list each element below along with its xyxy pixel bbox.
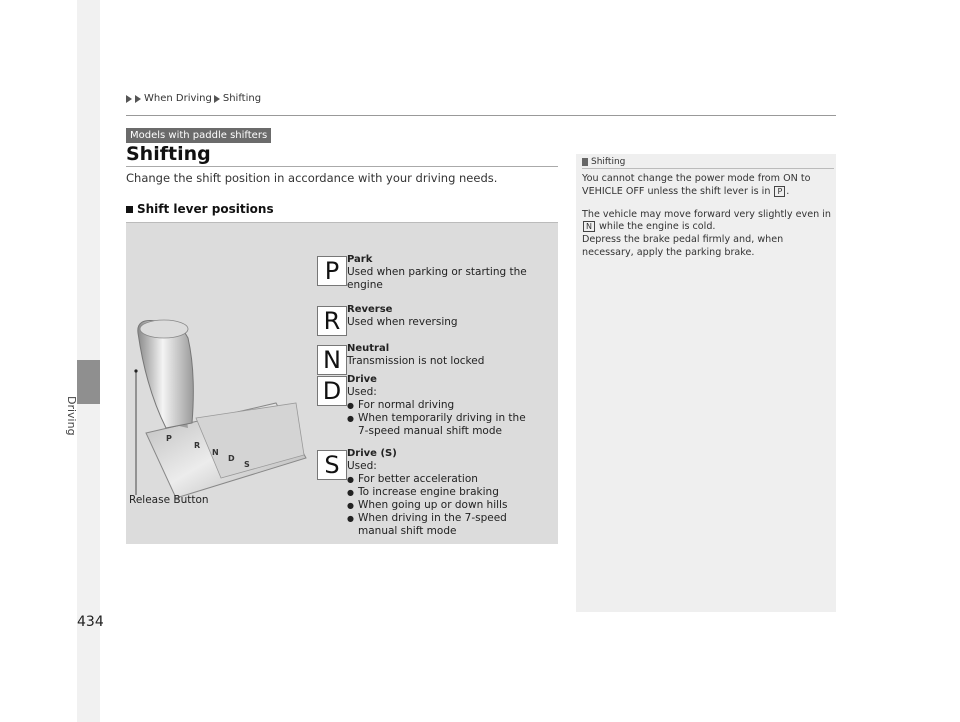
square-bullet-icon <box>126 206 133 213</box>
section-tab <box>77 360 100 404</box>
gear-line: Used: <box>347 386 377 398</box>
gear-r-description <box>347 303 532 329</box>
subheading <box>126 202 274 216</box>
gate-letter-p: P <box>166 434 172 443</box>
note-title-text: Shifting <box>591 157 626 167</box>
gear-line: Transmission is not locked <box>347 355 485 367</box>
breadcrumb-arrow-icon <box>214 95 220 103</box>
note-body <box>582 173 832 270</box>
gear-n-description <box>347 342 532 368</box>
gear-title: Drive (S) <box>347 448 397 459</box>
gear-p-description <box>347 253 532 292</box>
gear-bullet: ● To increase engine braking <box>347 486 532 499</box>
breadcrumb-link-shifting[interactable]: Shifting <box>222 93 262 104</box>
gear-bullet: ● For better acceleration <box>347 473 532 486</box>
gear-n-icon: N <box>317 345 347 375</box>
note-text: The vehicle may move forward very slightly even in <box>582 208 832 220</box>
title-divider <box>126 166 558 167</box>
gear-line: Used when reversing <box>347 316 458 328</box>
note-paragraph <box>582 209 832 235</box>
note-paragraph <box>582 173 832 199</box>
note-text: . <box>786 185 790 197</box>
breadcrumb-link-when-driving[interactable]: When Driving <box>144 93 212 104</box>
gate-letter-s: S <box>244 460 250 469</box>
breadcrumb-arrow-icon <box>126 95 132 103</box>
page-number: 434 <box>77 614 104 630</box>
breadcrumb-arrow-icon <box>135 95 141 103</box>
release-button-label: Release Button <box>129 494 209 506</box>
gate-letter-d: D <box>228 454 235 463</box>
key-p-badge: P <box>774 186 785 197</box>
gear-bullet: ● When driving in the 7-speed manual shift mode <box>347 512 532 538</box>
section-label: Driving <box>65 396 78 436</box>
gear-bullet: ● For normal driving <box>347 399 532 412</box>
gear-line: Used when parking or starting the engine <box>347 266 527 291</box>
note-paragraph: Depress the brake pedal firmly and, when necessary, apply the parking brake. <box>582 234 784 258</box>
reference-icon <box>582 158 588 166</box>
header-divider <box>126 115 836 116</box>
gear-title: Drive <box>347 374 377 385</box>
gate-letter-n: N <box>212 448 219 457</box>
note-text: You cannot change the power mode from ON to VEHICLE OFF unless the shift lever is in <box>582 173 811 197</box>
gear-p-icon: P <box>317 256 347 286</box>
gear-r-icon: R <box>317 306 347 336</box>
gear-s-icon: S <box>317 450 347 480</box>
breadcrumb <box>126 93 261 104</box>
note-divider <box>582 168 834 169</box>
gear-d-icon: D <box>317 376 347 406</box>
page-title: Shifting <box>126 143 211 165</box>
gear-title: Neutral <box>347 343 390 354</box>
intro-text: Change the shift position in accordance with your driving needs. <box>126 171 498 185</box>
gate-letter-r: R <box>194 441 201 450</box>
model-tag: Models with paddle shifters <box>126 128 271 143</box>
note-text: while the engine is cold. <box>599 221 716 233</box>
gear-line: Used: <box>347 460 377 472</box>
gear-bullet: ● When temporarily driving in the 7-speed manual shift mode <box>347 412 532 438</box>
key-n-badge: N <box>583 221 595 232</box>
gear-s-description <box>347 447 532 538</box>
subheading-text: Shift lever positions <box>137 202 274 216</box>
gear-title: Park <box>347 254 373 265</box>
gear-title: Reverse <box>347 304 393 315</box>
gear-bullet: ● When going up or down hills <box>347 499 532 512</box>
gear-d-description <box>347 373 532 438</box>
note-title <box>582 157 625 167</box>
